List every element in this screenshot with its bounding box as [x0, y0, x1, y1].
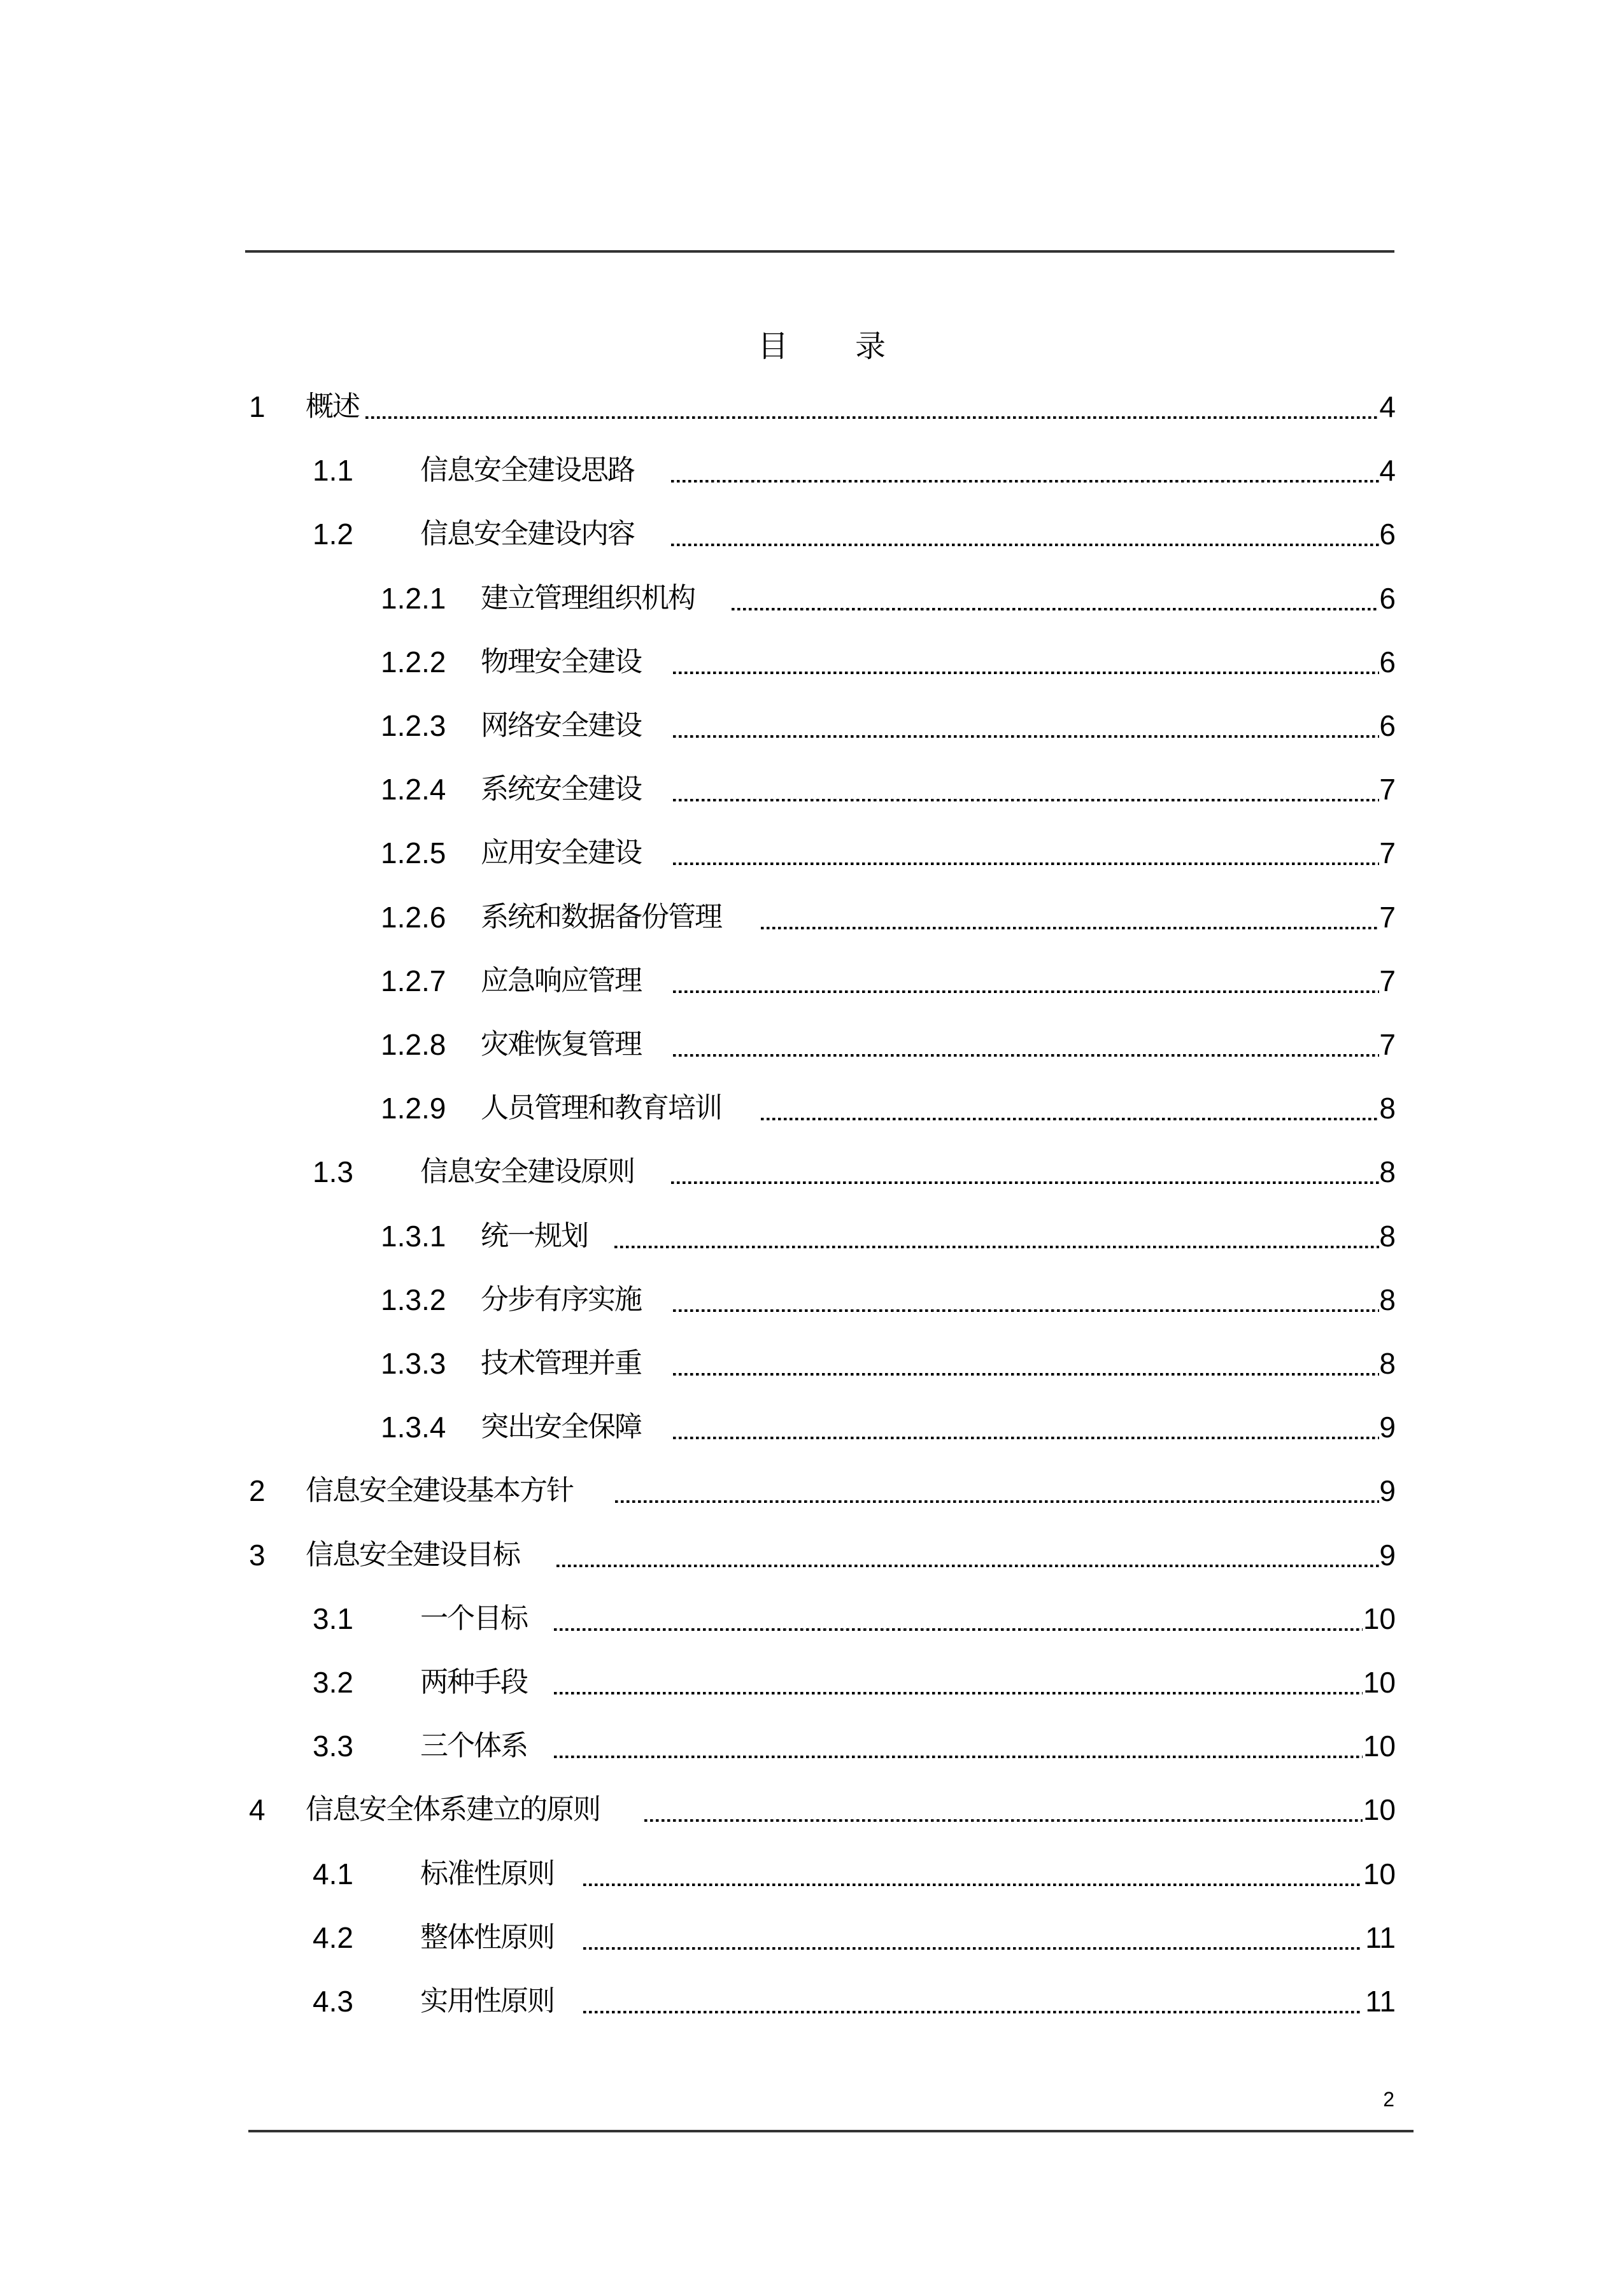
toc-entry-title[interactable]: 信息安全建设思路 — [420, 454, 634, 487]
toc-title-char: 目 — [758, 328, 789, 364]
toc-entry-number[interactable]: 3.3 — [313, 1729, 353, 1763]
toc-entry-page[interactable]: 6 — [1379, 518, 1396, 551]
toc-entry-number[interactable]: 1.2 — [313, 518, 353, 551]
toc-dot-leader — [615, 1500, 1379, 1503]
toc-dot-leader — [673, 735, 1379, 738]
toc-entry-number[interactable]: 1.2.8 — [381, 1028, 446, 1061]
toc-entry-page[interactable]: 6 — [1379, 645, 1396, 679]
toc-entry-title[interactable]: 灾难恢复管理 — [481, 1028, 641, 1060]
toc-entry-number[interactable]: 3.2 — [313, 1666, 353, 1699]
toc-entry-page[interactable]: 10 — [1363, 1602, 1396, 1635]
toc-dot-leader — [554, 1692, 1363, 1694]
toc-entry-title[interactable]: 信息安全建设内容 — [420, 518, 634, 551]
toc-entry-number[interactable]: 2 — [249, 1474, 266, 1508]
header-rule — [245, 250, 1394, 253]
toc-entry-title[interactable]: 两种手段 — [420, 1666, 527, 1698]
toc-entry-title[interactable]: 网络安全建设 — [481, 709, 641, 742]
toc-entry-number[interactable]: 4 — [249, 1793, 266, 1827]
toc-entry-page[interactable]: 6 — [1379, 709, 1396, 742]
toc-entry-title[interactable]: 系统安全建设 — [481, 773, 641, 806]
toc-entry-title[interactable]: 分步有序实施 — [481, 1283, 641, 1316]
toc-entry-number[interactable]: 1.2.4 — [381, 773, 446, 806]
toc-entry-page[interactable]: 7 — [1379, 900, 1396, 934]
toc-dot-leader — [671, 544, 1379, 546]
toc-dot-leader — [761, 1118, 1379, 1120]
toc-entry-title[interactable]: 信息安全建设目标 — [306, 1538, 520, 1571]
toc-entry-title[interactable]: 三个体系 — [420, 1729, 527, 1763]
toc-entry-page[interactable]: 8 — [1379, 1092, 1396, 1125]
toc-entry-number[interactable]: 1.3.2 — [381, 1283, 446, 1316]
toc-entry-title[interactable]: 信息安全建设原则 — [420, 1155, 634, 1188]
toc-dot-leader — [673, 1309, 1379, 1312]
toc-entry-number[interactable]: 1.3.4 — [381, 1411, 446, 1444]
toc-entry-number[interactable]: 1.2.6 — [381, 900, 446, 934]
toc-entry-page[interactable]: 8 — [1379, 1283, 1396, 1316]
toc-dot-leader — [583, 1947, 1363, 1950]
toc-entry-page[interactable]: 4 — [1379, 390, 1396, 423]
toc-entry-title[interactable]: 统一规划 — [481, 1219, 588, 1252]
toc-entry-page[interactable]: 10 — [1363, 1729, 1396, 1763]
toc-entry-number[interactable]: 3 — [249, 1538, 266, 1572]
toc-entry-page[interactable]: 11 — [1365, 1985, 1396, 2018]
toc-dot-leader — [614, 1246, 1379, 1248]
toc-dot-leader — [673, 672, 1379, 674]
toc-entry-page[interactable]: 10 — [1363, 1793, 1396, 1827]
toc-entry-page[interactable]: 8 — [1379, 1155, 1396, 1189]
toc-entry-page[interactable]: 7 — [1379, 773, 1396, 806]
toc-entry-page[interactable]: 4 — [1379, 454, 1396, 488]
toc-entry-number[interactable]: 1.2.2 — [381, 645, 446, 679]
toc-entry-number[interactable]: 1.3.3 — [381, 1347, 446, 1380]
toc-entry-title[interactable]: 建立管理组织机构 — [481, 581, 695, 614]
toc-entry-title[interactable]: 技术管理并重 — [481, 1347, 641, 1379]
toc-entry-page[interactable]: 10 — [1363, 1666, 1396, 1699]
footer-rule — [248, 2130, 1414, 2132]
toc-entry-title[interactable]: 人员管理和教育培训 — [481, 1092, 721, 1125]
toc-title — [758, 321, 886, 365]
toc-entry-number[interactable]: 1.2.5 — [381, 836, 446, 870]
toc-dot-leader — [365, 416, 1379, 419]
toc-entry-title[interactable]: 系统和数据备份管理 — [481, 900, 721, 933]
toc-dot-leader — [673, 863, 1379, 865]
toc-entry-title[interactable]: 物理安全建设 — [481, 645, 641, 678]
toc-entry-page[interactable]: 7 — [1379, 964, 1396, 997]
toc-dot-leader — [583, 2011, 1363, 2013]
toc-entry-number[interactable]: 1.2.7 — [381, 964, 446, 997]
toc-entry-number[interactable]: 4.1 — [313, 1857, 353, 1891]
toc-entry-page[interactable]: 11 — [1365, 1920, 1396, 1954]
toc-entry-title[interactable]: 标准性原则 — [420, 1857, 554, 1890]
toc-entry-number[interactable]: 3.1 — [313, 1602, 353, 1635]
toc-entry-page[interactable]: 9 — [1379, 1538, 1396, 1572]
toc-title-char: 录 — [855, 328, 886, 364]
toc-entry-title[interactable]: 概述 — [306, 390, 359, 423]
toc-entry-title[interactable]: 整体性原则 — [420, 1920, 554, 1954]
toc-entry-number[interactable]: 1.1 — [313, 454, 353, 488]
toc-dot-leader — [761, 927, 1379, 929]
toc-dot-leader — [732, 608, 1379, 610]
page-number: 2 — [1383, 2088, 1394, 2111]
toc-entry-title[interactable]: 一个目标 — [420, 1602, 527, 1635]
toc-dot-leader — [671, 480, 1379, 482]
toc-dot-leader — [673, 799, 1379, 801]
toc-entry-number[interactable]: 1.3.1 — [381, 1219, 446, 1253]
toc-dot-leader — [583, 1884, 1363, 1886]
toc-dot-leader — [673, 1054, 1379, 1057]
toc-entry-title[interactable]: 突出安全保障 — [481, 1411, 641, 1444]
toc-entry-title[interactable]: 信息安全建设基本方针 — [306, 1474, 573, 1507]
toc-entry-page[interactable]: 9 — [1379, 1411, 1396, 1444]
toc-entry-page[interactable]: 6 — [1379, 581, 1396, 615]
toc-entry-page[interactable]: 9 — [1379, 1474, 1396, 1508]
toc-dot-leader — [644, 1819, 1363, 1822]
toc-entry-title[interactable]: 应用安全建设 — [481, 836, 641, 870]
toc-entry-number[interactable]: 1.3 — [313, 1155, 353, 1189]
toc-entry-title[interactable]: 应急响应管理 — [481, 964, 641, 997]
toc-entry-number[interactable]: 4.3 — [313, 1985, 353, 2018]
toc-dot-leader — [673, 1437, 1379, 1439]
toc-entry-number[interactable]: 1 — [249, 390, 266, 423]
toc-entry-page[interactable]: 7 — [1379, 1028, 1396, 1061]
toc-entry-page[interactable]: 8 — [1379, 1219, 1396, 1253]
toc-entry-page[interactable]: 8 — [1379, 1347, 1396, 1380]
toc-dot-leader — [556, 1565, 1379, 1567]
toc-dot-leader — [673, 990, 1379, 993]
toc-entry-number[interactable]: 1.2.9 — [381, 1092, 446, 1125]
toc-entry-number[interactable]: 4.2 — [313, 1920, 353, 1954]
toc-dot-leader — [554, 1756, 1363, 1758]
toc-entry-number[interactable]: 1.2.3 — [381, 709, 446, 742]
toc-entry-page[interactable]: 7 — [1379, 836, 1396, 870]
toc-entry-page[interactable]: 10 — [1363, 1857, 1396, 1891]
toc-dot-leader — [671, 1181, 1379, 1184]
toc-entry-number[interactable]: 1.2.1 — [381, 581, 446, 615]
toc-dot-leader — [673, 1373, 1379, 1376]
toc-dot-leader — [554, 1628, 1363, 1631]
toc-entry-title[interactable]: 信息安全体系建立的原则 — [306, 1793, 600, 1826]
toc-entry-title[interactable]: 实用性原则 — [420, 1985, 554, 2017]
